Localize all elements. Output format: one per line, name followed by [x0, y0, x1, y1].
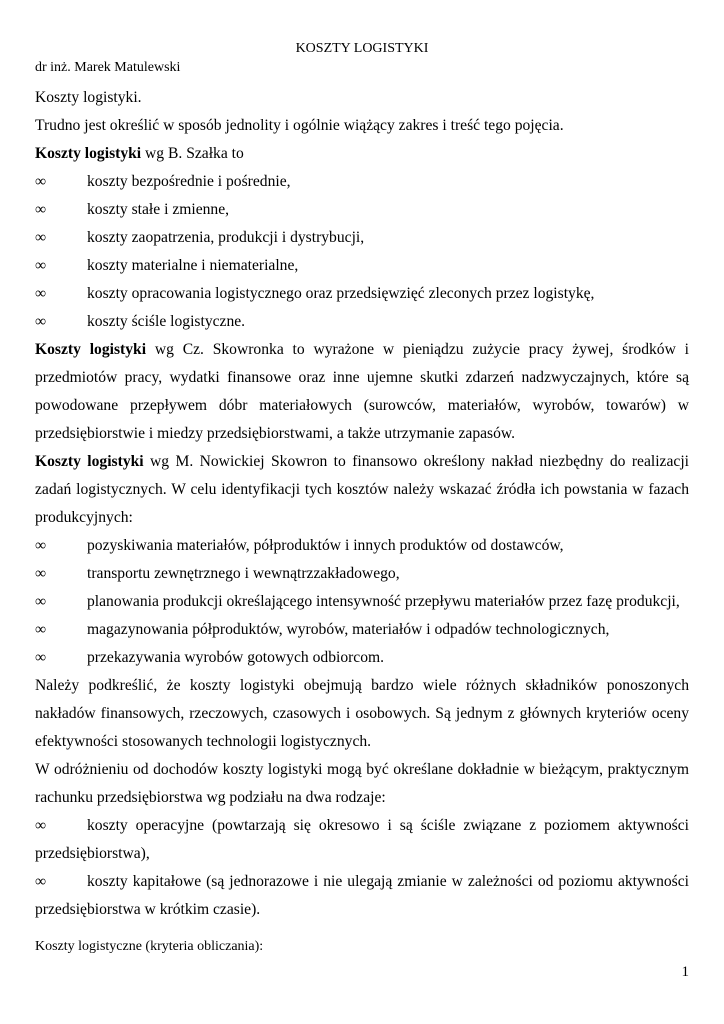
nowicka-rest: wg M. Nowickiej Skowron to finansowo określony nakład niezbędny do realizacji zadań logistycznych. W celu identyfikacji tych kosztów należy wskazać źródła ich powstania w fazach produkcyjnych: [35, 453, 689, 526]
list-item [35, 588, 689, 616]
list-item-text: koszty zaopatrzenia, produkcji i dystrybucji, [87, 229, 365, 246]
szalka-definition [35, 140, 689, 168]
list-item-text: koszty bezpośrednie i pośrednie, [87, 173, 291, 190]
skowronek-rest: wg Cz. Skowronka to wyrażone w pieniądzu zużycie pracy żywej, środków i przedmiotów pracy, wydatki finansowe oraz inne ujemne skutki zdarzeń nadzwyczajnych, które są powodowane przepływem dóbr materiałowych (surowców, materiałów, wyrobów, towarów) w przedsiębiorstwie i miedzy przedsiębiorstwami, a także utrzymanie zapasów. [35, 341, 689, 442]
skowronek-term: Koszty logistyki [35, 341, 147, 358]
list-item-text: koszty kapitałowe (są jednorazowe i nie ulegają zmianie w zależności od poziomu aktywności przedsiębiorstwa w krótkim czasie). [35, 873, 689, 918]
infinity-bullet-icon: ∞ [35, 649, 47, 666]
infinity-bullet-icon: ∞ [35, 285, 47, 302]
intro-paragraph: Trudno jest określić w sposób jednolity i ogólnie wiążący zakres i treść tego pojęcia. [35, 117, 564, 134]
list-item-text: koszty stałe i zmienne, [87, 201, 230, 218]
list-item [35, 280, 689, 308]
szalka-list [35, 168, 689, 336]
list-item [35, 868, 689, 924]
list-item [35, 252, 689, 280]
spacer [35, 924, 689, 938]
page-number: 1 [681, 964, 689, 980]
infinity-bullet-icon: ∞ [35, 201, 47, 218]
szalka-term: Koszty logistyki [35, 145, 142, 162]
comparison-paragraph: W odróżnieniu od dochodów koszty logistyki mogą być określane dokładnie w bieżącym, praktycznym rachunku przedsiębiorstwa wg podziału na dwa rodzaje: [35, 761, 689, 806]
list-item [35, 812, 689, 868]
list-item [35, 168, 689, 196]
cost-types-list [35, 812, 689, 924]
list-item-text: planowania produkcji określającego intensywność przepływu materiałów przez fazę produkcji, [87, 593, 680, 610]
nowicka-definition [35, 448, 689, 532]
szalka-rest: wg B. Szałka to [141, 145, 244, 162]
infinity-bullet-icon: ∞ [35, 817, 47, 834]
skowronek-definition [35, 336, 689, 448]
list-item-text: transportu zewnętrznego i wewnątrzzakładowego, [87, 565, 400, 582]
infinity-bullet-icon: ∞ [35, 537, 47, 554]
list-item [35, 644, 689, 672]
nowicka-list [35, 532, 689, 672]
infinity-bullet-icon: ∞ [35, 229, 47, 246]
list-item [35, 560, 689, 588]
list-item-text: magazynowania półproduktów, wyrobów, materiałów i odpadów technologicznych, [87, 621, 610, 638]
document-title: KOSZTY LOGISTYKI [295, 41, 429, 56]
infinity-bullet-icon: ∞ [35, 621, 47, 638]
list-item-text: koszty ściśle logistyczne. [87, 313, 246, 330]
list-item [35, 616, 689, 644]
author-line: dr inż. Marek Matulewski [35, 60, 181, 75]
criteria-heading: Koszty logistyczne (kryteria obliczania): [35, 939, 264, 954]
list-item-text: pozyskiwania materiałów, półproduktów i innych produktów od dostawców, [87, 537, 564, 554]
emphasis-paragraph: Należy podkreślić, że koszty logistyki obejmują bardzo wiele różnych składników ponoszonych nakładów finansowych, rzeczowych, czasowych i osobowych. Są jednym z głównych kryteriów oceny efektywności stosowanych technologii logistycznych. [35, 677, 689, 750]
list-item [35, 308, 689, 336]
list-item-text: koszty opracowania logistycznego oraz przedsięwzięć zleconych przez logistykę, [87, 285, 595, 302]
list-item [35, 224, 689, 252]
section-heading: Koszty logistyki. [35, 89, 142, 106]
nowicka-term: Koszty logistyki [35, 453, 144, 470]
document-body [35, 84, 689, 956]
infinity-bullet-icon: ∞ [35, 173, 47, 190]
infinity-bullet-icon: ∞ [35, 257, 47, 274]
list-item-text: przekazywania wyrobów gotowych odbiorcom. [87, 649, 385, 666]
infinity-bullet-icon: ∞ [35, 565, 47, 582]
list-item-text: koszty operacyjne (powtarzają się okresowo i są ściśle związane z poziomem aktywności przedsiębiorstwa), [35, 817, 689, 862]
list-item [35, 532, 689, 560]
list-item-text: koszty materialne i niematerialne, [87, 257, 299, 274]
infinity-bullet-icon: ∞ [35, 873, 47, 890]
infinity-bullet-icon: ∞ [35, 313, 47, 330]
list-item [35, 196, 689, 224]
infinity-bullet-icon: ∞ [35, 593, 47, 610]
